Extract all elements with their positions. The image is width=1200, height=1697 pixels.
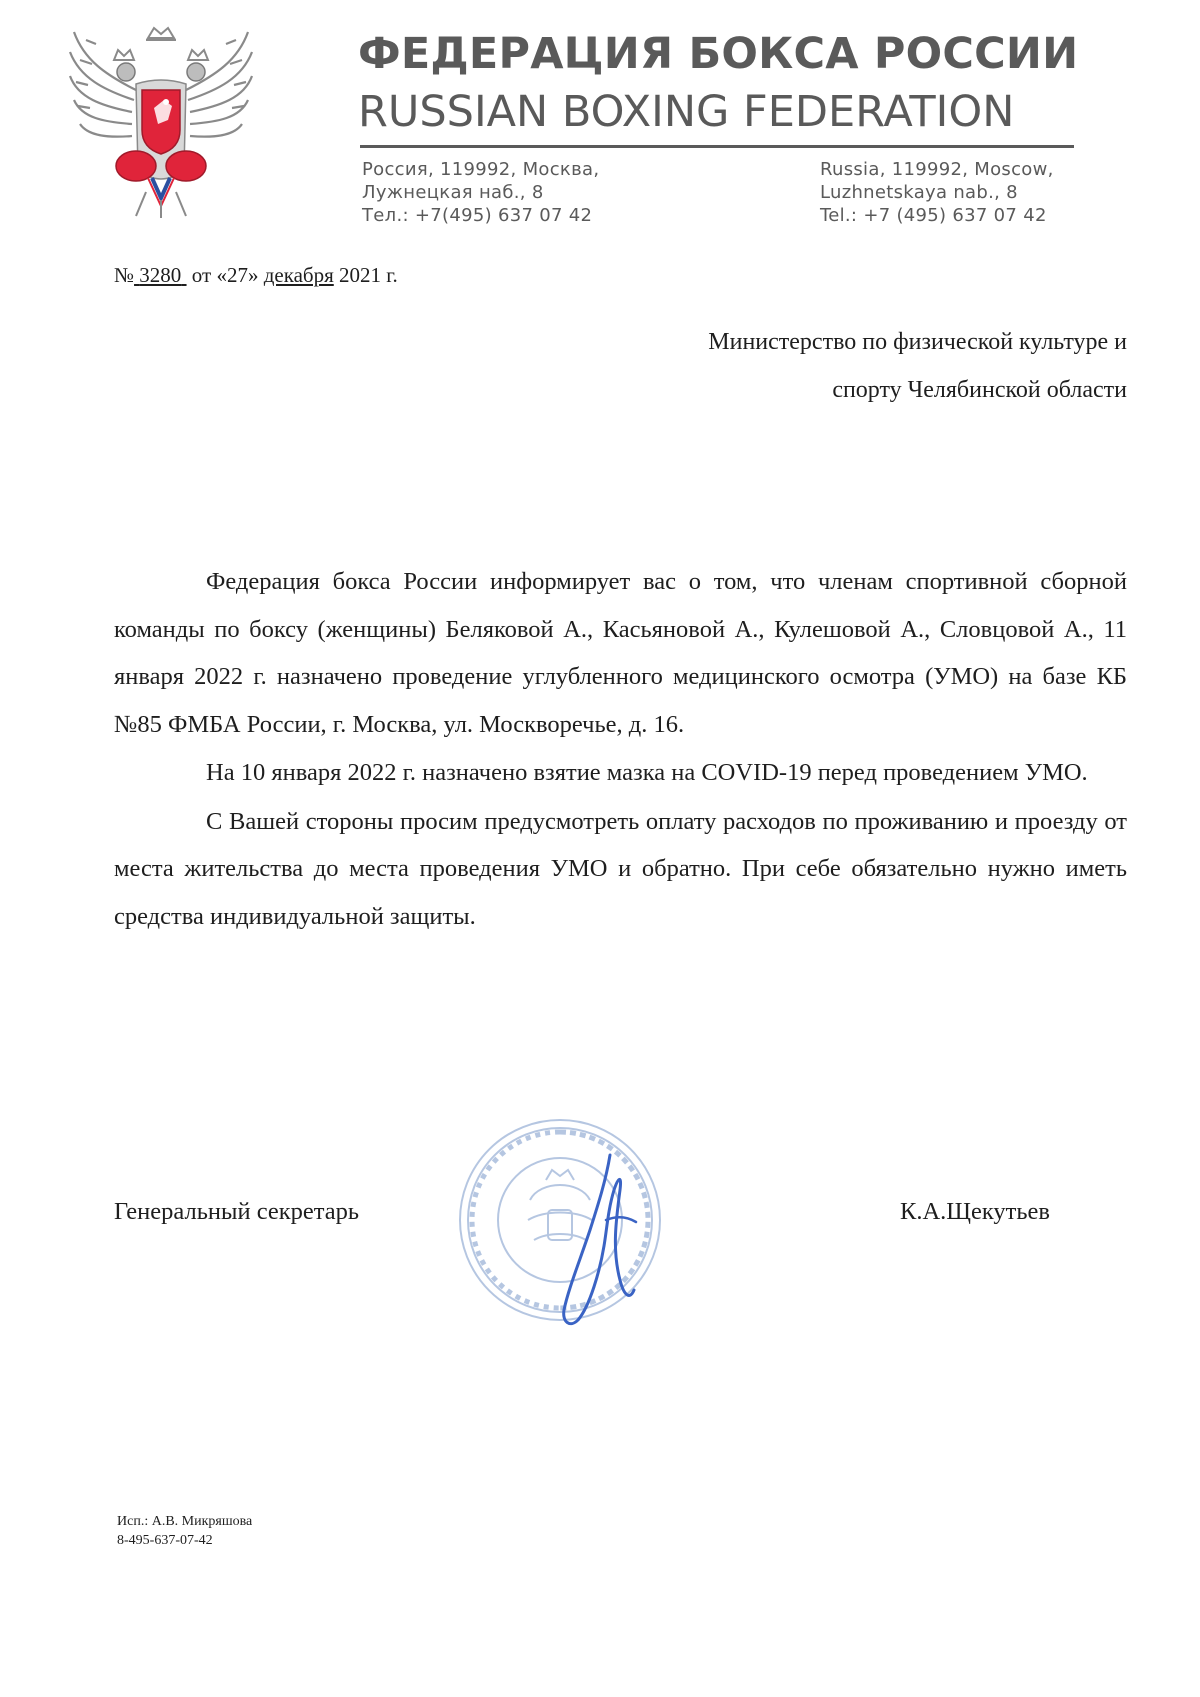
ref-day: «27»: [216, 263, 259, 287]
executor-name: Исп.: А.В. Микряшова: [117, 1514, 253, 1529]
signatory-name: К.А.Щекутьев: [900, 1198, 1051, 1225]
address-en-line3: Tel.: +7 (495) 637 07 42: [820, 205, 1047, 226]
body-paragraph-1: Федерация бокса России информирует вас о том, что членам спортивной сборной команды по боксу (женщины) Беляковой А., Касьяновой А., Кулешовой А., Словцовой А., 11 января 2022 г. назначено проведение углубленного медицинского осмотра (УМО) на базе КБ №85 ФМБА России, г. Москва, ул. Москворечье, д. 16.: [114, 568, 1127, 738]
address-ru: [362, 158, 599, 227]
executor-phone: 8-495-637-07-42: [117, 1533, 213, 1548]
address-en-line1: Russia, 119992, Moscow,: [820, 159, 1054, 180]
ref-year: 2021 г.: [339, 263, 398, 287]
double-headed-eagle-emblem-icon: [66, 20, 256, 220]
address-ru-line1: Россия, 119992, Москва,: [362, 159, 600, 180]
address-en-line2: Luzhnetskaya nab., 8: [820, 182, 1018, 203]
address-en: [820, 158, 1054, 227]
signatory-role: Генеральный секретарь: [114, 1198, 360, 1225]
org-name-en: RUSSIAN BOXING FEDERATION: [358, 87, 1015, 137]
recipient-line2: спорту Челябинской области: [832, 377, 1127, 403]
recipient-block: [708, 318, 1127, 414]
ref-number: 3280: [139, 263, 182, 287]
address-ru-line3: Тел.: +7(495) 637 07 42: [362, 205, 593, 226]
body-paragraph-2: На 10 января 2022 г. назначено взятие мазка на COVID-19 перед проведением УМО.: [206, 759, 1088, 786]
ref-month: декабря: [263, 263, 334, 287]
org-name-ru: ФЕДЕРАЦИЯ БОКСА РОССИИ: [358, 29, 1079, 79]
letter-body: [114, 558, 1127, 941]
ref-number-prefix: №: [114, 263, 135, 287]
recipient-line1: Министерство по физической культуре и: [708, 329, 1127, 355]
address-ru-line2: Лужнецкая наб., 8: [362, 182, 544, 203]
handwritten-signature: [550, 1150, 650, 1330]
body-paragraph-3: С Вашей стороны просим предусмотреть оплату расходов по проживанию и проезду от места жительства до места проведения УМО и обратно. При себе обязательно нужно иметь средства индивидуальной защиты.: [114, 807, 1127, 930]
executor-block: [117, 1512, 252, 1550]
reference-line: [114, 262, 398, 288]
ref-date-prefix: от: [191, 263, 212, 287]
header-divider: [360, 145, 1074, 148]
